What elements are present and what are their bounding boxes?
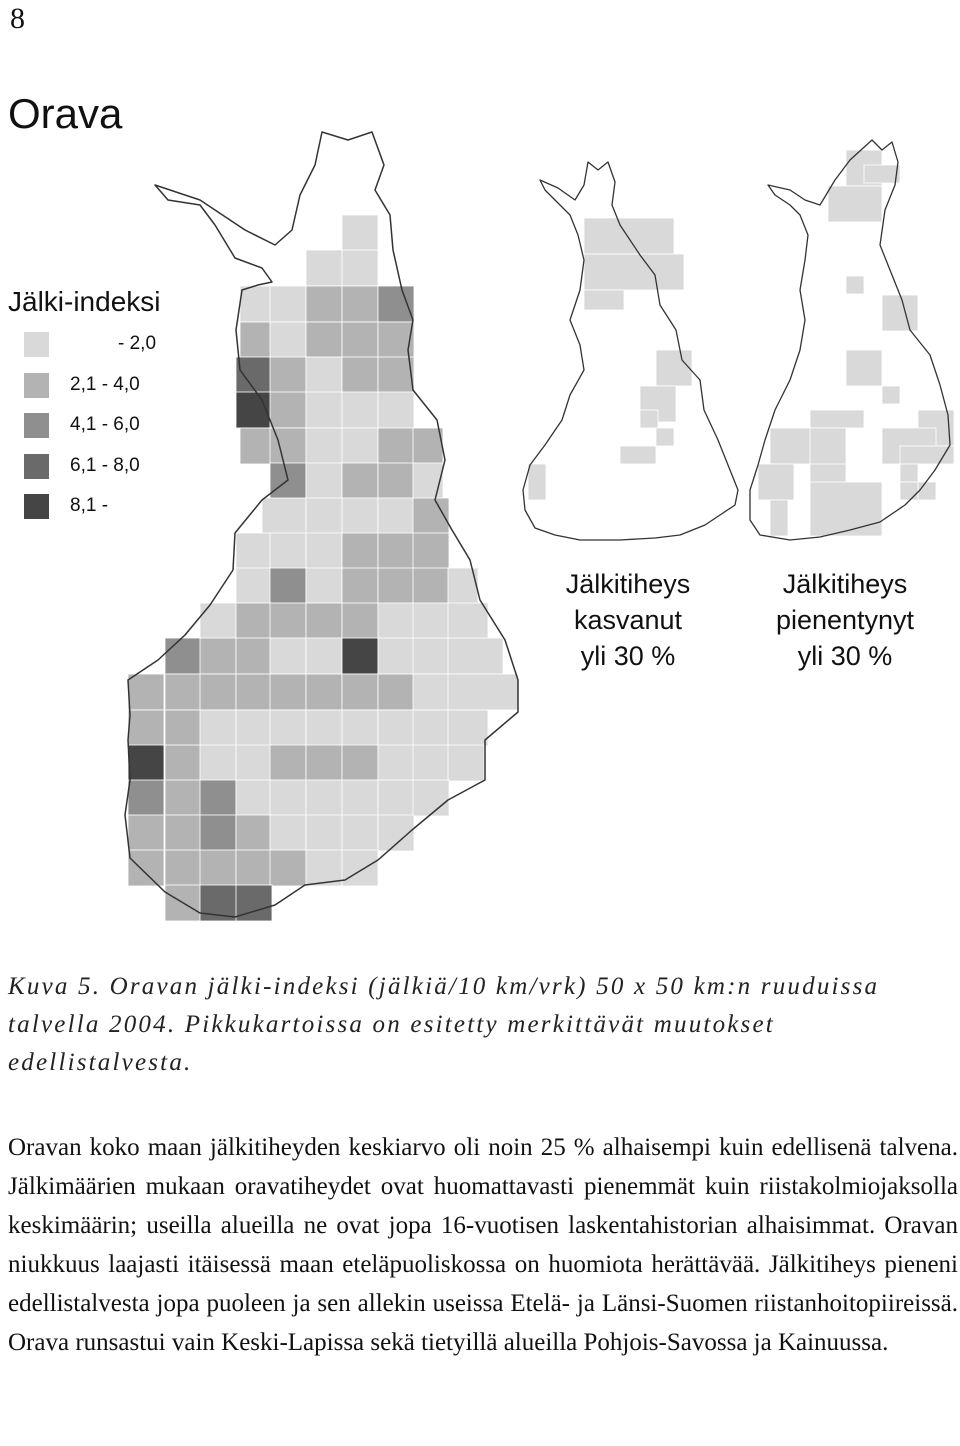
map-grid-cell <box>236 815 272 851</box>
map-grid-cell <box>236 745 272 781</box>
map-grid-cell <box>378 392 414 428</box>
map-grid-cell <box>200 745 236 781</box>
map-grid-cell <box>656 350 692 386</box>
map-grid-cell <box>262 498 306 534</box>
map-grid-cell <box>342 286 378 322</box>
map-grid-cell <box>448 710 488 746</box>
map-grid-cell <box>864 165 900 183</box>
map-grid-cell <box>378 286 414 322</box>
caption-line: Jälkitiheys <box>565 569 691 599</box>
map-grid-cell <box>165 850 201 886</box>
map-grid-cell <box>306 710 342 746</box>
map-grid-cell <box>270 745 306 781</box>
map-grid-cell <box>270 780 306 816</box>
map-grid-cell <box>882 386 900 404</box>
map-grid-cell <box>378 780 414 816</box>
map-grid-cell <box>378 568 414 604</box>
map-grid-cell <box>306 815 342 851</box>
map-grid-cell <box>342 322 378 358</box>
map-grid-cell <box>378 638 414 674</box>
map-grid-cell <box>378 498 414 534</box>
map-grid-cell <box>270 815 306 851</box>
map-grid-cell <box>306 603 342 639</box>
map-grid-cell <box>236 850 272 886</box>
map-grid-cell <box>413 710 449 746</box>
map-grid-cell <box>584 218 674 254</box>
map-grid-cell <box>918 482 936 500</box>
map-grid-cell <box>165 815 201 851</box>
map-grid-cell <box>528 464 546 500</box>
legend-label: 2,1 - 4,0 <box>70 373 140 395</box>
map-grid-cell <box>200 710 236 746</box>
map-grid-cell <box>342 463 378 499</box>
map-grid-cell <box>448 603 488 639</box>
caption-line: Jälkitiheys <box>782 569 908 599</box>
map-grid-cell <box>306 250 342 286</box>
main-map-grid <box>128 215 518 921</box>
map-grid-cell <box>770 500 788 536</box>
figure-caption: Kuva 5. Oravan jälki-indeksi (jälkiä/10 km/vrk) 50 x 50 km:n ruuduissa talvella 2004. Pikkukartoissa on esitetty merkittävät muutokset edellistalvesta. <box>8 973 880 1076</box>
map-grid-cell <box>306 568 342 604</box>
map-grid-cell <box>378 357 414 393</box>
map-grid-cell <box>413 674 449 710</box>
map-grid-cell <box>270 710 306 746</box>
map-grid-cell <box>306 745 342 781</box>
legend-label: - 2,0 <box>118 333 157 354</box>
map-grid-cell <box>200 674 236 710</box>
map-grid-cell <box>413 463 443 499</box>
map-grid-cell <box>236 568 272 604</box>
map-grid-cell <box>810 410 864 428</box>
map-grid-cell <box>270 392 306 428</box>
map-grid-cell <box>306 498 342 534</box>
map-grid-cell <box>128 710 164 746</box>
map-grid-cell <box>342 710 378 746</box>
main-map <box>125 132 518 921</box>
legend-label: 4,1 - 6,0 <box>70 414 140 435</box>
map-grid-cell <box>270 568 306 604</box>
map-grid-cell <box>448 674 518 710</box>
map-grid-cell <box>342 638 378 674</box>
map-grid-cell <box>413 603 449 639</box>
map-grid-cell <box>342 568 378 604</box>
map-grid-cell <box>342 250 378 286</box>
map-grid-cell <box>270 463 306 499</box>
map-grid-cell <box>584 254 684 290</box>
map-grid-cell <box>448 638 503 674</box>
map-grid-cell <box>270 286 306 322</box>
map-grid-cell <box>236 674 272 710</box>
map-grid-cell <box>378 674 414 710</box>
map-grid-cell <box>270 603 306 639</box>
map-grid-cell <box>270 638 306 674</box>
small-map-decrease-grid <box>758 150 954 536</box>
map-grid-cell <box>270 322 306 358</box>
map-grid-cell <box>165 745 201 781</box>
map-grid-cell <box>828 186 882 222</box>
map-grid-cell <box>620 446 656 464</box>
map-grid-cell <box>236 357 272 393</box>
map-grid-cell <box>413 638 449 674</box>
body-paragraph: Oravan koko maan jälkitiheyden keskiarvo oli noin 25 % alhaisempi kuin edellisenä talvena. Jälkimäärien mukaan oravatiheydet ovat huomattavasti pienemmät kuin riistakolmiojaksolla keskimäärin; useilla alueilla ne ovat jopa 16-vuotisen laskentahistorian alhaisimmat. Oravan niukkuus laajasti itäisessä maan eteläpuoliskossa on huomiota herättävää. Jälkitiheys pieneni edellistalvesta jopa puoleen ja sen allekin useissa Etelä- ja Länsi-Suomen riistanhoitopiireissä. Orava runsastui vain Keski-Lapissa sekä tietyillä alueilla Pohjois-Savossa ja Kainuussa. <box>8 1134 958 1356</box>
map-grid-cell <box>378 710 414 746</box>
map-grid-cell <box>882 295 918 331</box>
small-map-increase <box>523 162 738 540</box>
map-grid-cell <box>342 498 378 534</box>
small-map-increase-caption <box>538 566 718 674</box>
map-grid-cell <box>306 638 342 674</box>
map-grid-cell <box>342 428 378 464</box>
map-grid-cell <box>758 464 794 500</box>
caption-line: yli 30 % <box>580 641 676 671</box>
map-grid-cell <box>306 463 342 499</box>
map-grid-cell <box>165 674 201 710</box>
map-grid-cell <box>200 638 236 674</box>
map-grid-cell <box>306 780 342 816</box>
map-grid-cell <box>306 286 342 322</box>
caption-line: kasvanut <box>573 605 683 635</box>
map-grid-cell <box>165 780 201 816</box>
legend-label: 6,1 - 8,0 <box>70 454 140 476</box>
map-grid-cell <box>342 850 378 886</box>
map-grid-cell <box>236 780 272 816</box>
legend-label: 8,1 - <box>70 495 109 516</box>
map-grid-cell <box>342 533 378 569</box>
small-map-decrease <box>750 140 954 540</box>
map-grid-cell <box>413 428 443 464</box>
map-grid-cell <box>413 780 449 816</box>
map-grid-cell <box>165 638 201 674</box>
small-map-decrease-caption <box>745 566 945 674</box>
map-grid-cell <box>342 780 378 816</box>
map-grid-cell <box>342 357 378 393</box>
map-grid-cell <box>413 533 449 569</box>
map-grid-cell <box>236 710 272 746</box>
map-grid-cell <box>128 745 164 781</box>
map-grid-cell <box>200 815 236 851</box>
small-map-increase-grid <box>528 218 692 500</box>
map-grid-cell <box>306 428 342 464</box>
map-grid-cell <box>584 290 624 310</box>
map-grid-cell <box>236 533 272 569</box>
map-grid-cell <box>413 568 449 604</box>
map-grid-cell <box>128 815 164 851</box>
map-grid-cell <box>128 850 164 886</box>
map-grid-cell <box>270 850 306 886</box>
page-number: 8 <box>10 2 25 35</box>
caption-line: pienentynyt <box>775 605 915 635</box>
map-grid-cell <box>378 463 414 499</box>
map-grid-cell <box>378 745 414 781</box>
map-grid-cell <box>128 780 164 816</box>
map-grid-cell <box>270 533 306 569</box>
map-grid-cell <box>846 350 882 386</box>
map-grid-cell <box>900 446 954 464</box>
map-grid-cell <box>342 815 378 851</box>
map-grid-cell <box>342 392 378 428</box>
map-grid-cell <box>342 215 378 251</box>
map-grid-cell <box>413 745 449 781</box>
map-grid-cell <box>378 428 414 464</box>
map-grid-cell <box>306 357 342 393</box>
map-grid-cell <box>236 603 272 639</box>
legend-title: Jälki-indeksi <box>8 286 161 317</box>
map-grid-cell <box>306 533 342 569</box>
map-grid-cell <box>270 674 306 710</box>
map-grid-cell <box>378 533 414 569</box>
map-grid-cell <box>236 638 272 674</box>
map-grid-cell <box>165 710 201 746</box>
map-grid-cell <box>900 464 918 482</box>
map-grid-cell <box>270 357 306 393</box>
map-grid-cell <box>200 780 236 816</box>
map-grid-cell <box>342 745 378 781</box>
map-grid-cell <box>200 850 236 886</box>
map-grid-cell <box>128 674 164 710</box>
map-grid-cell <box>306 674 342 710</box>
section-title: Orava <box>8 90 123 137</box>
map-grid-cell <box>810 482 882 536</box>
map-grid-cell <box>378 603 414 639</box>
map-grid-cell <box>342 603 378 639</box>
map-grid-cell <box>846 276 864 294</box>
map-grid-cell <box>656 428 674 446</box>
map-grid-cell <box>640 410 658 428</box>
map-grid-cell <box>448 745 484 781</box>
map-grid-cell <box>342 674 378 710</box>
map-grid-cell <box>900 482 918 500</box>
map-grid-cell <box>306 392 342 428</box>
map-grid-cell <box>306 322 342 358</box>
map-grid-cell <box>200 603 236 639</box>
caption-line: yli 30 % <box>797 641 893 671</box>
